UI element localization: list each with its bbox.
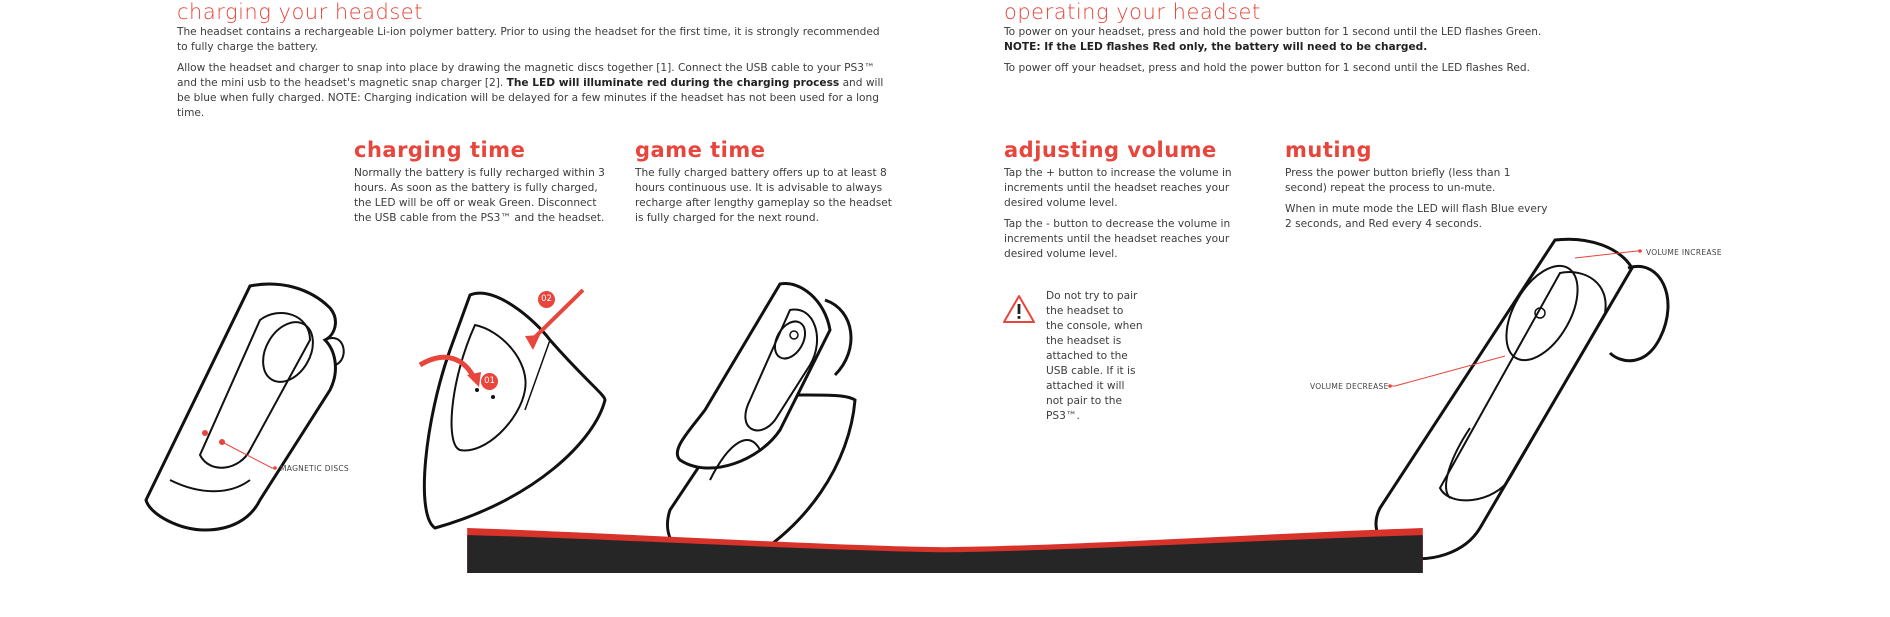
- magnetic-disc-1: [202, 430, 208, 436]
- footer-left: 08 | CHARGING: [24, 583, 114, 596]
- charging-paragraph-1: The headset contains a rechargeable Li-ion polymer battery. Prior to using the headset for the first time, it is strongly recommended to fully charge the battery.: [177, 26, 880, 53]
- footer-right-section: OPERATION: [1776, 583, 1842, 596]
- volume-decrease-callout: VOLUME DECREASE: [1310, 382, 1389, 391]
- volume-down-text: Tap the - button to decrease the volume in increments until the headset reaches your desired volume level.: [1004, 218, 1231, 260]
- magnetic-discs-callout: MAGNETIC DISCS: [280, 464, 349, 473]
- footer-left-section: CHARGING: [51, 583, 114, 596]
- footer-right-page-number: 09: [1853, 583, 1868, 596]
- game-time-body: [635, 166, 893, 232]
- operating-your-headset-body: [1004, 25, 1624, 82]
- step-2-badge: 02: [538, 291, 555, 308]
- warning-text: Do not try to pair the headset to the console, when the headset is attached to the USB cable. If it is attached it will not pair to the PS3™.: [1046, 290, 1143, 422]
- mute-led-text: When in mute mode the LED will flash Blue every 2 seconds, and Red every 4 seconds.: [1285, 203, 1548, 230]
- charging-led-note: The LED will illuminate red during the charging process: [506, 77, 840, 89]
- charging-time-title: charging time: [354, 138, 526, 162]
- game-time-title: game time: [635, 138, 766, 162]
- power-on-text: To power on your headset, press and hold the power button for 1 second until the LED flashes Green.: [1004, 26, 1542, 38]
- warning-icon: [1002, 294, 1036, 324]
- headset-volume-illustration: [1370, 228, 1690, 568]
- volume-increase-callout: VOLUME INCREASE: [1646, 248, 1722, 257]
- charging-paragraph-2: [177, 61, 892, 121]
- power-off-text: To power off your headset, press and hold the power button for 1 second until the LED flashes Red.: [1004, 62, 1531, 74]
- power-on-note: NOTE: If the LED flashes Red only, the battery will need to be charged.: [1004, 41, 1428, 53]
- charging-your-headset-body: [177, 25, 892, 127]
- charging-time-body: [354, 166, 614, 232]
- charging-paragraph-2-text: Allow the headset and charger to snap into place by drawing the magnetic discs together [1]. Connect the USB cable to your PS3™ and the mini usb to the headset's magnetic snap charger [2].: [177, 62, 875, 89]
- game-time-text: The fully charged battery offers up to at least 8 hours continuous use. It is advisable to always recharge after lengthy gameplay so the headset is fully charged for the next round.: [635, 167, 892, 224]
- footer-left-page-number: 08: [24, 583, 40, 596]
- charging-time-text: Normally the battery is fully recharged within 3 hours. As soon as the battery is fully charged, the LED will be off or weak Green. Disconnect the USB cable from the PS3™ and the headset.: [354, 167, 605, 224]
- charger-snap-illustration: [405, 280, 615, 530]
- footer-right: OPERATION | 09: [1776, 583, 1868, 596]
- adjusting-volume-title: adjusting volume: [1004, 138, 1217, 162]
- adjusting-volume-body: [1004, 166, 1264, 268]
- muting-title: muting: [1285, 138, 1373, 162]
- volume-up-text: Tap the + button to increase the volume in increments until the headset reaches your desired volume level.: [1004, 167, 1232, 209]
- charging-your-headset-title: charging your headset: [177, 0, 423, 24]
- headset-docked-illustration: [650, 280, 870, 570]
- operating-your-headset-title: operating your headset: [1004, 0, 1261, 24]
- headset-magnetic-discs-illustration: [140, 280, 360, 535]
- charging-paragraph-2-cont: and will be blue when fully charged. NOTE: Charging indication will be delayed for a few minutes if the headset has not been used for a long time.: [177, 77, 884, 119]
- footer-bar: [0, 528, 1890, 573]
- mute-text: Press the power button briefly (less than 1 second) repeat the process to un-mute.: [1285, 167, 1511, 194]
- step-1-badge: 01: [481, 373, 498, 390]
